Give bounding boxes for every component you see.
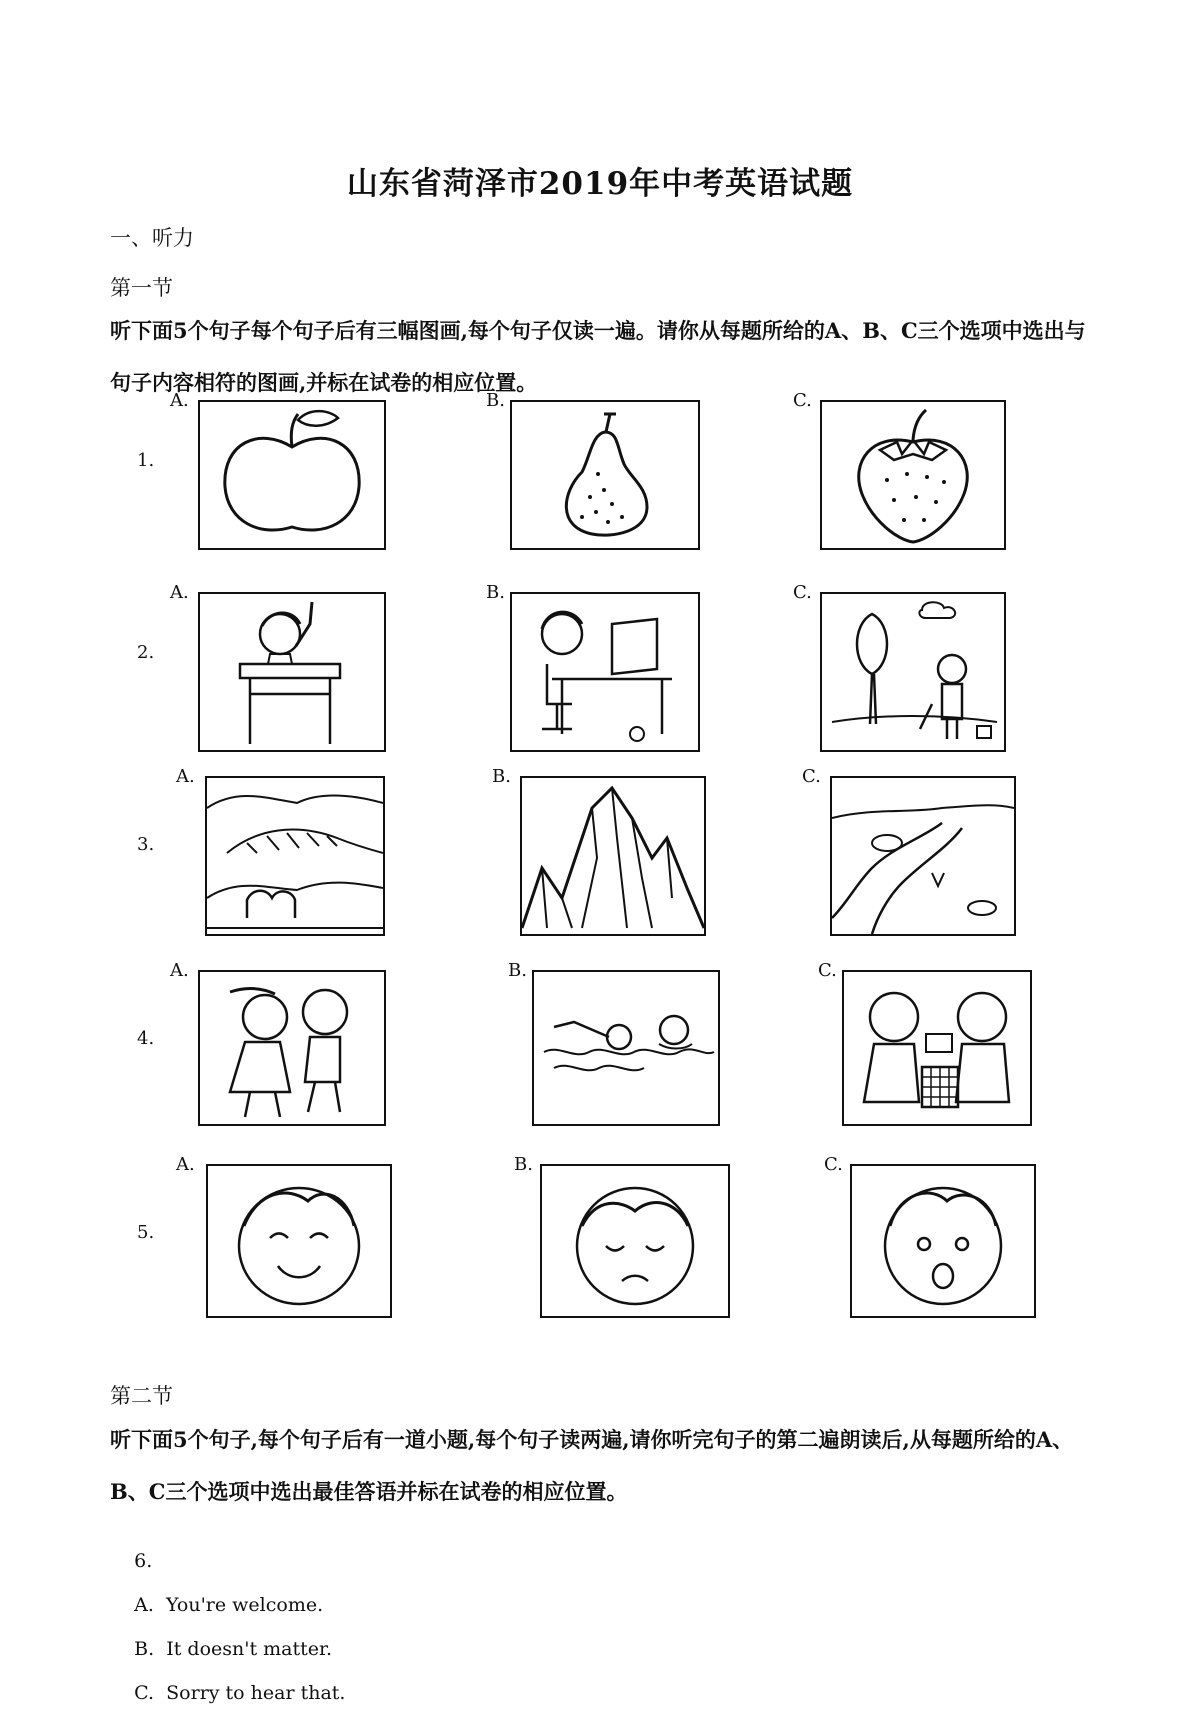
option-a-picture[interactable] [206,1164,392,1318]
strawberry-icon [822,402,1004,548]
option-label-a: A. [176,1154,195,1175]
option-label-a: A. [170,582,189,603]
question-6 [110,1528,345,1726]
option-b-picture[interactable] [520,776,706,936]
option-b[interactable]: B. It doesn't matter. [134,1638,333,1660]
option-b-picture[interactable] [540,1164,730,1318]
option-label-c: C. [802,766,821,787]
question-row-3 [0,766,1200,936]
option-label-a: A. [176,766,195,787]
children-dancing-icon [200,972,384,1124]
option-c-picture[interactable] [850,1164,1036,1318]
sad-face-icon [542,1166,728,1316]
children-playing-chess-icon [844,972,1030,1124]
question-number: 4. [137,1028,155,1049]
happy-face-icon [208,1166,390,1316]
question-row-1 [0,388,1200,558]
question-number: 3. [137,834,155,855]
pear-icon [512,402,698,548]
section-heading-listening: 一、听力 [110,226,194,250]
option-a-picture[interactable] [198,592,386,752]
option-c-picture[interactable] [820,592,1006,752]
option-a-picture[interactable] [198,400,386,550]
boy-raising-hand-icon [200,594,384,750]
question-row-5 [0,1148,1200,1318]
option-b-picture[interactable] [510,400,700,550]
option-a-picture[interactable] [198,970,386,1126]
option-a-picture[interactable] [205,776,385,936]
question-row-2 [0,582,1200,752]
question-number: 2. [137,642,155,663]
option-c-picture[interactable] [842,970,1032,1126]
option-c-picture[interactable] [820,400,1006,550]
part1-instructions: 听下面5个句子每个句子后有三幅图画,每个句子仅读一遍。请你从每题所给的A、B、C三个选项中选出与句子内容相符的图画,并标在试卷的相应位置。 [110,318,1086,395]
apple-icon [200,402,384,548]
option-b-picture[interactable] [510,592,700,752]
part2-instructions: 听下面5个句子,每个句子后有一道小题,每个句子读两遍,请你听完句子的第二遍朗读后,从每题所给的A、B、C三个选项中选出最佳答语并标在试卷的相应位置。 [110,1427,1074,1504]
option-label-a: A. [170,960,189,981]
option-label-c: C. [824,1154,843,1175]
page-title: 山东省菏泽市2019年中考英语试题 [346,166,854,202]
option-a[interactable]: A. You're welcome. [134,1594,324,1616]
desert-hills-icon [207,778,383,934]
question-number: 1. [137,450,155,471]
option-label-c: C. [793,582,812,603]
option-label-b: B. [514,1154,533,1175]
option-c[interactable]: C. Sorry to hear that. [134,1682,346,1704]
boy-planting-tree-icon [822,594,1004,750]
option-label-b: B. [486,390,505,411]
mountains-icon [522,778,704,934]
option-c-picture[interactable] [830,776,1016,936]
option-label-c: C. [793,390,812,411]
option-label-b: B. [508,960,527,981]
option-label-a: A. [170,390,189,411]
part2-heading: 第二节 [110,1384,173,1408]
children-swimming-icon [534,972,718,1124]
surprised-face-icon [852,1166,1034,1316]
option-label-b: B. [492,766,511,787]
question-number: 6. [134,1550,153,1572]
question-number: 5. [137,1222,155,1243]
option-b-picture[interactable] [532,970,720,1126]
option-label-c: C. [818,960,837,981]
part1-heading: 第一节 [110,276,173,300]
boy-at-computer-icon [512,594,698,750]
question-row-4 [0,958,1200,1128]
river-landscape-icon [832,778,1014,934]
option-label-b: B. [486,582,505,603]
